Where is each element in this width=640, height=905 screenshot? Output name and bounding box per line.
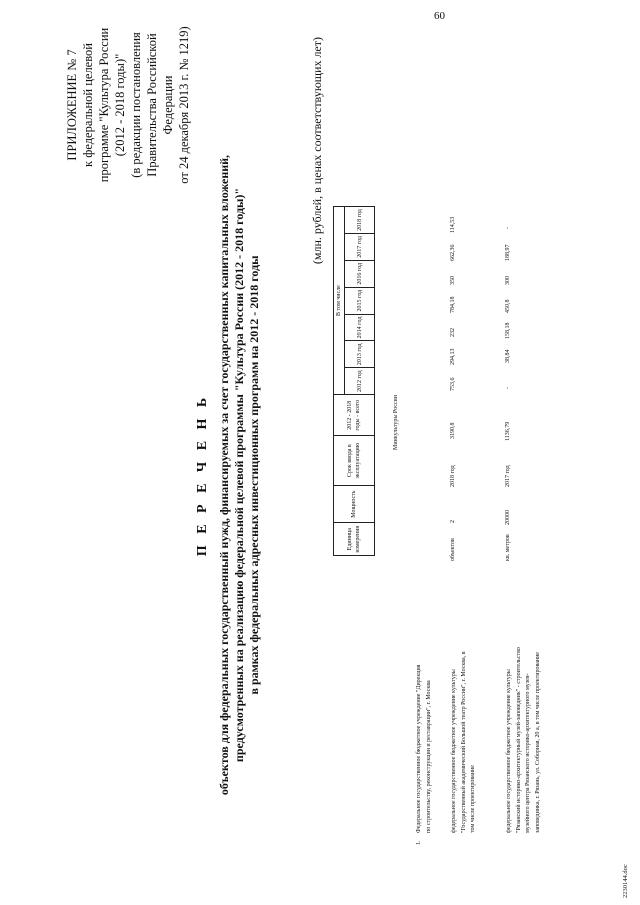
row-commissioning: 2017 год [505, 465, 511, 487]
row-year-value: 300 [505, 276, 511, 285]
row-unit: кв. метров [505, 534, 511, 561]
annex-line: программе "Культура России [97, 27, 111, 183]
col-capacity: Мощность [334, 486, 375, 523]
section-label: Минкультуры России [393, 395, 399, 450]
col-year: 2012 год [345, 368, 375, 395]
row-capacity: 2 [450, 520, 456, 523]
row-commissioning: 2018 год [450, 465, 456, 487]
col-including: В том числе [334, 207, 345, 395]
col-year: 2013 год [345, 341, 375, 368]
row-total: 3190,8 [450, 422, 456, 439]
row-year-value: - [505, 387, 511, 389]
units-note: (млн. рублей, в ценах соответствующих лет) [310, 37, 324, 265]
row-year-value: 294,13 [450, 348, 456, 365]
annex-line: (в редакции постановления [129, 32, 143, 178]
annex-line: Правительства Российской Федерации [145, 33, 175, 177]
col-commissioning: Срок ввода в эксплуатацию [334, 436, 375, 486]
row-year-value: 232 [450, 328, 456, 337]
table-header [333, 35, 375, 845]
col-total: 2012 - 2018 годы - всего [334, 395, 375, 436]
annex-line: от 24 декабря 2013 г. № 1219) [177, 26, 191, 184]
title-line: объектов для федеральных государственный нужд, финансируемых за счет государственных капитальных вложений, [217, 154, 231, 796]
row-year-value: 450,8 [505, 299, 511, 313]
annex-line: (2012 - 2018 годы)" [113, 53, 127, 157]
row-year-value: 350 [450, 276, 456, 285]
row-year-value: 784,18 [450, 296, 456, 313]
page-number: 60 [434, 10, 445, 22]
row-capacity: 20000 [505, 510, 511, 525]
row-year-value: 38,84 [505, 349, 511, 363]
annex-line: к федеральной целевой [81, 43, 95, 167]
row-text: федеральное государственное бюджетное учреждение культуры "Государственный академический Большой театр России", г. Москва, в том числе проектирование [451, 651, 476, 833]
group-row [415, 485, 434, 845]
row-text: федеральное государственное бюджетное учреждение культуры "Рязанский историко-архитектурный музей-заповедник" - строительство музейного центра Рязанского историко-архитектурного музея-заповедника, г. Рязань, ул. Соборная, 20 а, в том числе проектирование [506, 647, 541, 833]
group-text: Федеральное государственное бюджетное учреждение "Дирекция по строительству, реконструкции и реставрации", г. Москва [416, 664, 432, 833]
document-title [195, 105, 262, 845]
col-year: 2015 год [345, 287, 375, 314]
row-year-value: 114,53 [450, 216, 456, 233]
title-main: П Е Р Е Ч Е Н Ь [195, 393, 210, 557]
row-year-value: 662,36 [450, 244, 456, 261]
row-total: 1136,79 [505, 421, 511, 441]
title-line: в рамках федеральных адресных инвестиционных программ на 2012 - 2018 годы [247, 255, 261, 695]
col-year: 2018 год [345, 207, 375, 234]
row-year-value: 158,18 [505, 322, 511, 339]
row-year-value: 753,6 [450, 377, 456, 391]
group-number: 1. [416, 840, 422, 845]
title-line: предусмотренных на реализацию федеральной целевой программы "Культура России (2012 - 2018 годы)" [232, 187, 246, 763]
col-year: 2016 год [345, 260, 375, 287]
row-year-value: 188,97 [505, 244, 511, 261]
annex-header [64, 10, 192, 200]
annex-line: ПРИЛОЖЕНИЕ № 7 [65, 49, 79, 161]
col-year: 2014 год [345, 314, 375, 341]
col-year: 2017 год [345, 233, 375, 260]
footer-code: 2230144.doc [622, 864, 629, 898]
row-unit: объектов [450, 538, 456, 561]
row-year-value: - [505, 227, 511, 229]
col-unit: Единица измерения [334, 523, 375, 556]
